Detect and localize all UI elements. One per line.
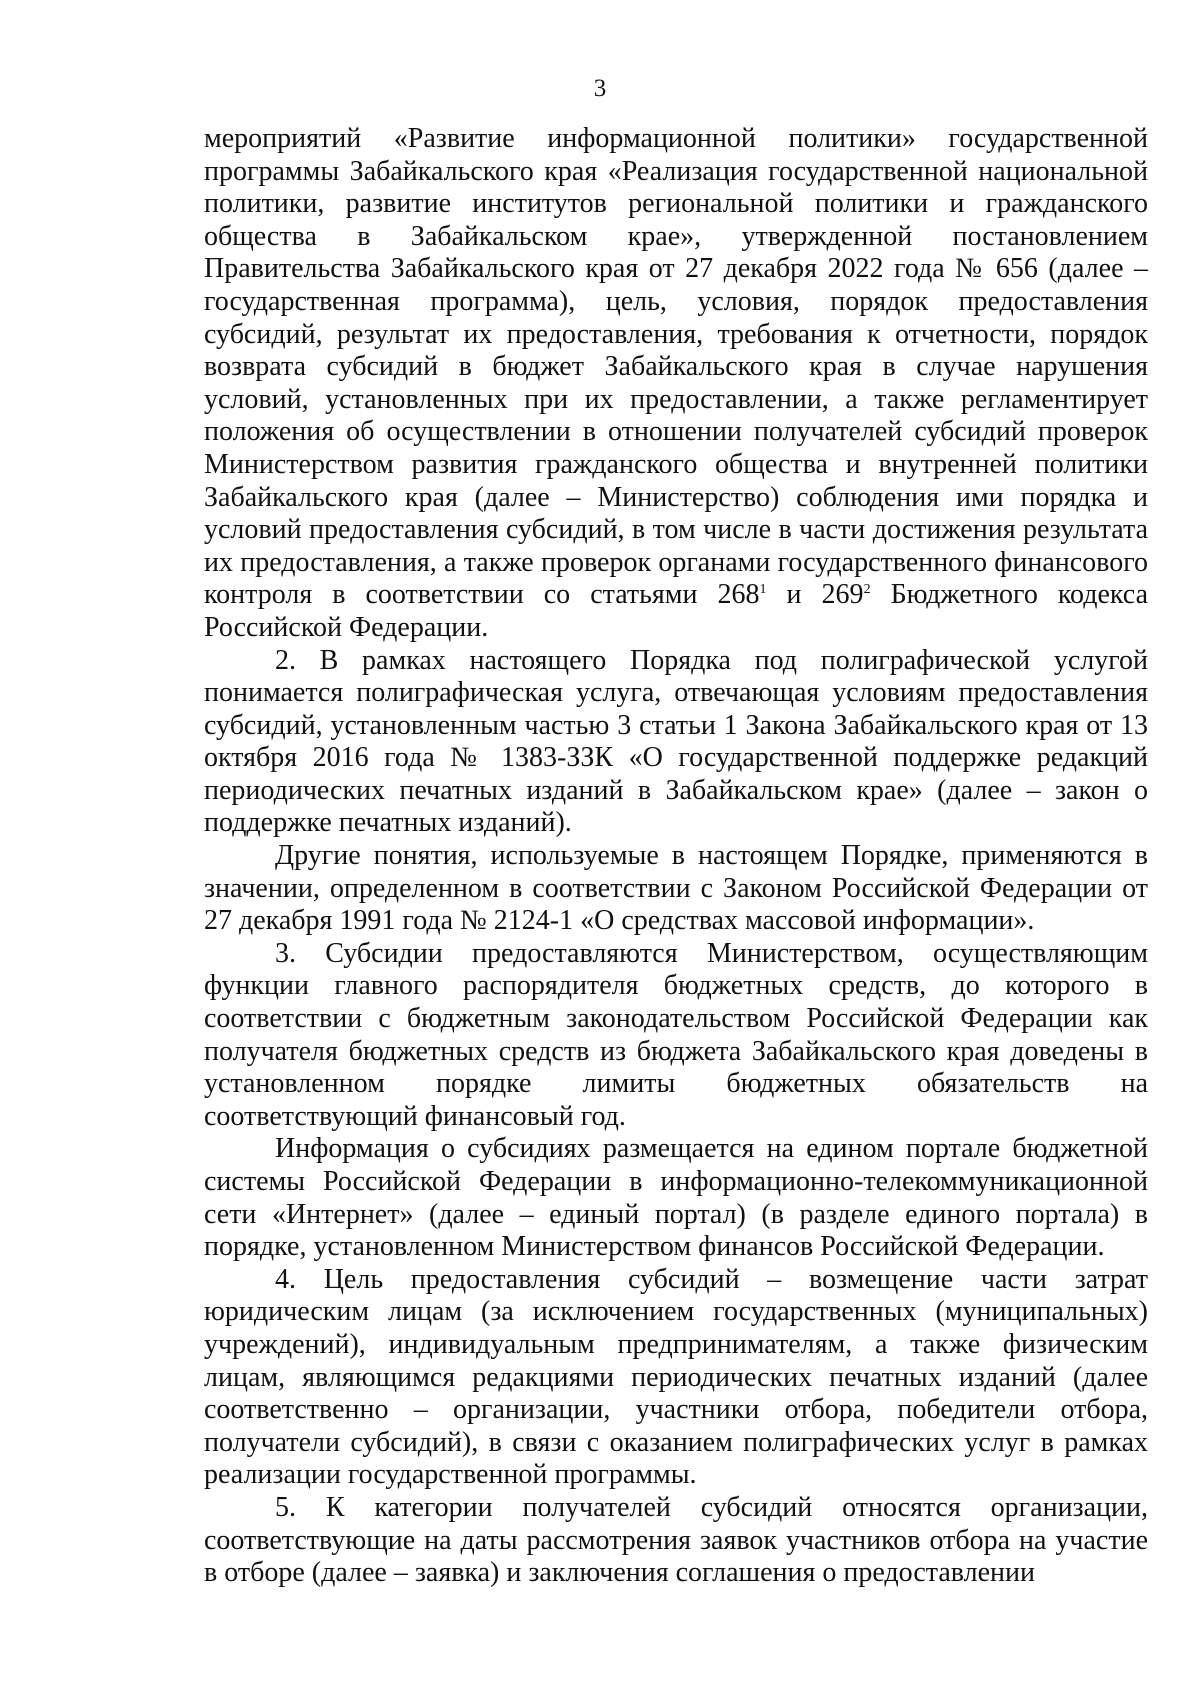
paragraph-item-5: 5. К категории получателей субсидий относятся организации, соответствующие на даты рассмотрения заявок участников отбора на участие в отборе (далее – заявка) и заключения соглашения о предоставлении <box>204 1491 1148 1589</box>
paragraph-item-2: 2. В рамках настоящего Порядка под полиграфической услугой понимается полиграфическая услуга, отвечающая условиям предоставления субсидий, установленным частью 3 статьи 1 Закона Забайкальского края от 13 октября 2016 года № 1383-ЗЗК «О государственной поддержке редакций периодических печатных изданий в Забайкальском крае» (далее – закон о поддержке печатных изданий). <box>204 644 1148 839</box>
paragraph-portal-info: Информация о субсидиях размещается на едином портале бюджетной системы Российской Федерации в информационно-телекоммуникационной сети «Интернет» (далее – единый портал) (в разделе единого портала) в порядке, установленном Министерством финансов Российской Федерации. <box>204 1133 1148 1263</box>
paragraph-intro <box>204 123 1148 645</box>
superscript-2: 2 <box>863 582 871 598</box>
paragraph-item-3: 3. Субсидии предоставляются Министерством, осуществляющим функции главного распорядителя бюджетных средств, до которого в соответствии с бюджетным законодательством Российской Федерации как получателя бюджетных средств из бюджета Забайкальского края доведены в установленном порядке лимиты бюджетных обязательств на соответствующий финансовый год. <box>204 937 1148 1132</box>
paragraph-text: мероприятий «Развитие информационной политики» государственной программы Забайкальского края «Реализация государственной национальной политики, развитие институтов региональной политики и гражданского общества в Забайкальском крае», утвержденной постановлением Правительства Забайкальского края от 27 декабря 2022 года № 656 (далее – государственная программа), цель, условия, порядок предоставления субсидий, результат их предоставления, требования к отчетности, порядок возврата субсидий в бюджет Забайкальского края в случае нарушения условий, установленных при их предоставлении, а также регламентирует положения об осуществлении в отношении получателей субсидий проверок Министерством развития гражданского общества и внутренней политики Забайкальского края (далее – Министерство) соблюдения ими порядка и условий предоставления субсидий, в том числе в части достижения результата их предоставления, а также проверок органами государственного финансового контроля в соответствии со статьями 268 <box>204 123 1148 611</box>
paragraph-text: и 269 <box>766 579 864 611</box>
paragraph-item-4: 4. Цель предоставления субсидий – возмещение части затрат юридическим лицам (за исключением государственных (муниципальных) учреждений), индивидуальным предпринимателям, а также физическим лицам, являющимся редакциями периодических печатных изданий (далее соответственно – организации, участники отбора, победители отбора, получатели субсидий), в связи с оказанием полиграфических услуг в рамках реализации государственной программы. <box>204 1263 1148 1491</box>
paragraph-text: Бюджетного кодекса Российской Федерации. <box>204 579 1148 643</box>
document-body <box>204 123 1148 1590</box>
page-number: 3 <box>593 75 607 102</box>
superscript-1: 1 <box>759 582 767 598</box>
paragraph-other-terms: Другие понятия, используемые в настоящем Порядке, применяются в значении, определенном в соответствии с Законом Российской Федерации от 27 декабря 1991 года № 2124-1 «О средствах массовой информации». <box>204 840 1148 937</box>
